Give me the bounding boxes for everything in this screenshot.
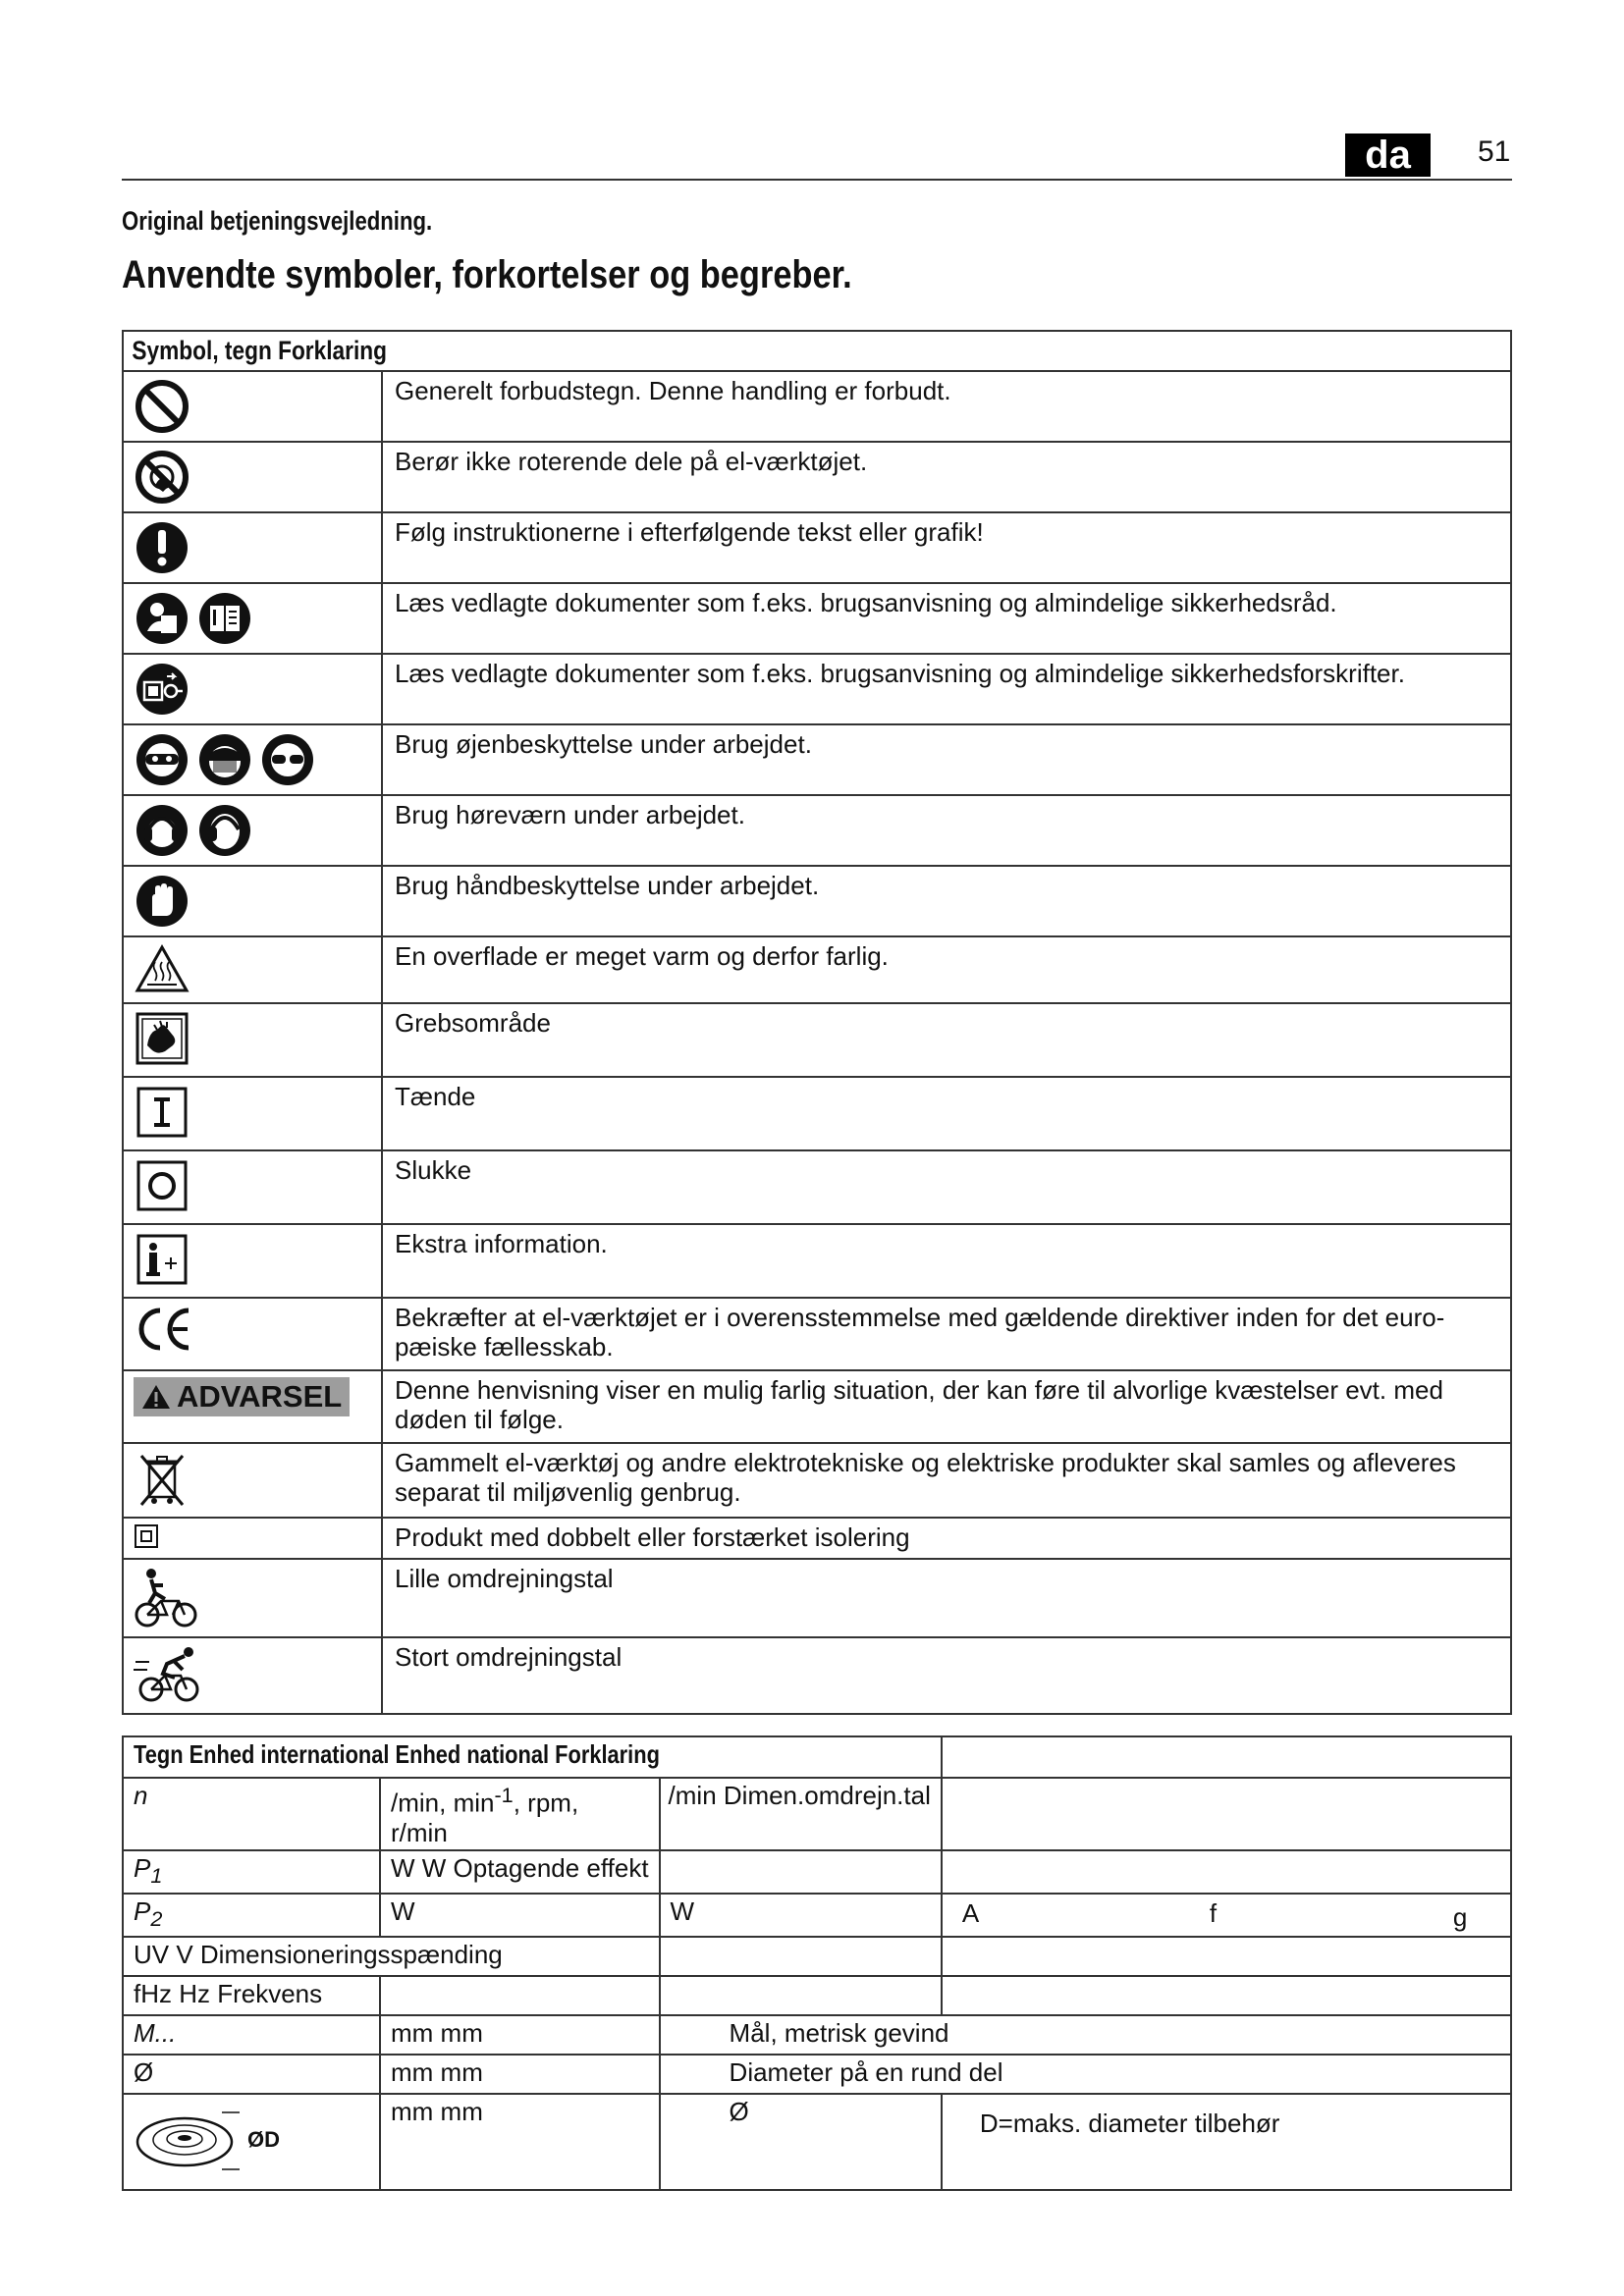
unit-national: /min Dimen.omdrejn.tal [660, 1778, 942, 1850]
table-row [123, 1150, 1511, 1224]
document-subtitle: Original betjeningsvejledning. [122, 206, 433, 236]
table-row [123, 1778, 1511, 1850]
row-text: Læs vedlagte dokumenter som f.eks. brugsanvisning og almindelige sikkerhedsråd. [382, 583, 1511, 654]
row-text: Slukke [382, 1150, 1511, 1224]
slow-cyclist-icon [134, 1566, 200, 1630]
glasses-icon [259, 731, 316, 788]
warning-label [134, 1377, 350, 1416]
table-row [123, 2015, 1511, 2055]
disc-diameter-label: ØD [247, 2127, 280, 2153]
symbols-table [122, 330, 1512, 1715]
header-divider [122, 179, 1512, 181]
fast-cyclist-icon [134, 1644, 204, 1705]
info-icon [134, 1231, 190, 1288]
table-row [123, 2094, 1511, 2190]
unit-row-text: UV V Dimensioneringsspænding [123, 1937, 660, 1976]
row-text: Brug øjenbeskyttelse under arbejdet. [382, 724, 1511, 795]
table-row [123, 512, 1511, 583]
face-shield-icon [196, 731, 253, 788]
ce-mark-icon [134, 1305, 196, 1354]
weee-bin-icon [134, 1450, 190, 1511]
symbols-header-text: Symbol, tegn Forklaring [132, 336, 387, 365]
unit-explanation: Mål, metrisk gevind [660, 2015, 1511, 2055]
table-row [123, 654, 1511, 724]
unit-note-g: g [1452, 1902, 1468, 1933]
table-row [123, 936, 1511, 1003]
row-text: Lille omdrejningstal [382, 1559, 1511, 1637]
row-text: Brug håndbeskyttelse under arbejdet. [382, 866, 1511, 936]
goggles-icon [134, 731, 190, 788]
unit-international: W [380, 1894, 660, 1937]
power-on-icon [134, 1084, 190, 1141]
table-row [123, 371, 1511, 442]
row-text: Tænde [382, 1077, 1511, 1150]
units-table [122, 1735, 1512, 2191]
table-row [123, 1298, 1511, 1370]
table-row [123, 1443, 1511, 1518]
table-row [123, 2055, 1511, 2094]
language-badge: da [1345, 133, 1431, 177]
row-text: Generelt forbudstegn. Denne handling er forbudt. [382, 371, 1511, 442]
power-off-icon [134, 1157, 190, 1214]
grip-area-icon [134, 1010, 190, 1067]
row-text: Berør ikke roterende dele på el-værktøjet. [382, 442, 1511, 512]
unit-international: /min, $\min^{-1}$, rpm, r/min [380, 1778, 660, 1850]
ear-protection-icon [134, 802, 190, 859]
table-row [123, 1894, 1511, 1937]
warning-triangle-icon [141, 1383, 171, 1411]
unit-row-text: fHz Hz Frekvens [123, 1976, 380, 2015]
row-text: Følg instruktionerne i efterfølgende tekst eller grafik! [382, 512, 1511, 583]
row-text: Ekstra information. [382, 1224, 1511, 1298]
table-row [123, 1518, 1511, 1559]
unit-international: mm mm [380, 2015, 660, 2055]
unit-symbol: $P_1$ [123, 1850, 380, 1894]
table-row [123, 1559, 1511, 1637]
row-text: Bekræfter at el-værktøjet er i overensstemmelse med gældende direktiver inden for det euro- pæiske fællesskab. [382, 1298, 1511, 1370]
exclamation-icon [134, 519, 190, 576]
row-text: En overflade er meget varm og derfor farlig. [382, 936, 1511, 1003]
symbols-table-header [123, 331, 1511, 371]
double-insulation-icon [134, 1523, 159, 1549]
unit-explanation: D=maks. diameter tilbehør [942, 2094, 1511, 2190]
table-row [123, 442, 1511, 512]
table-row [123, 1850, 1511, 1894]
table-row [123, 1637, 1511, 1714]
unit-international: mm mm [380, 2055, 660, 2094]
table-row [123, 583, 1511, 654]
unit-symbol: n [123, 1778, 380, 1850]
row-text: Gammelt el-værktøj og andre elektrotekniske og elektriske produkter skal samles og afleveres separat til miljøvenlig genbrug. [382, 1443, 1511, 1518]
read-manual-icon [134, 590, 190, 647]
table-row [123, 1003, 1511, 1077]
row-text: Produkt med dobbelt eller forstærket isolering [382, 1518, 1511, 1559]
prohibition-icon [134, 378, 190, 435]
manual-book-icon [196, 590, 253, 647]
row-text: Grebsområde [382, 1003, 1511, 1077]
unit-note-f: f [1209, 1898, 1218, 1929]
unit-national: Ø [660, 2094, 942, 2190]
table-row [123, 795, 1511, 866]
table-row [123, 866, 1511, 936]
page-title: Anvendte symboler, forkortelser og begreber. [122, 253, 852, 296]
table-row [123, 724, 1511, 795]
unit-explanation: Diameter på en rund del [660, 2055, 1511, 2094]
table-row [123, 1224, 1511, 1298]
no-touch-rotating-parts-icon [134, 449, 190, 506]
warning-label-text: ADVARSEL [177, 1379, 343, 1414]
unit-national: W [660, 1894, 942, 1937]
table-row [123, 1937, 1511, 1976]
row-text: Brug høreværn under arbejdet. [382, 795, 1511, 866]
units-header-text: Tegn Enhed international Enhed national Forklaring [134, 1739, 660, 1769]
documents-icon [134, 661, 190, 718]
unit-international: W W Optagende effekt [380, 1850, 660, 1894]
unit-symbol: M... [123, 2015, 380, 2055]
unit-symbol: $P_2$ [123, 1894, 380, 1937]
hot-surface-icon [134, 943, 190, 996]
unit-symbol: Ø [123, 2055, 380, 2094]
gloves-icon [134, 873, 190, 930]
table-row [123, 1077, 1511, 1150]
page-number: 51 [1478, 135, 1511, 168]
table-row [123, 1370, 1511, 1443]
ear-muffs-icon [196, 802, 253, 859]
units-table-header [123, 1736, 1511, 1778]
row-text: Denne henvisning viser en mulig farlig situation, der kan føre til alvorlige kvæstelser evt. med døden til følge. [382, 1370, 1511, 1443]
unit-international: mm mm [380, 2094, 660, 2190]
row-text: Stort omdrejningstal [382, 1637, 1511, 1714]
unit-note-a: A [961, 1898, 980, 1929]
row-text: Læs vedlagte dokumenter som f.eks. brugsanvisning og almindelige sikkerhedsforskrifter. [382, 654, 1511, 724]
table-row [123, 1976, 1511, 2015]
disc-diameter-icon [134, 2105, 242, 2175]
